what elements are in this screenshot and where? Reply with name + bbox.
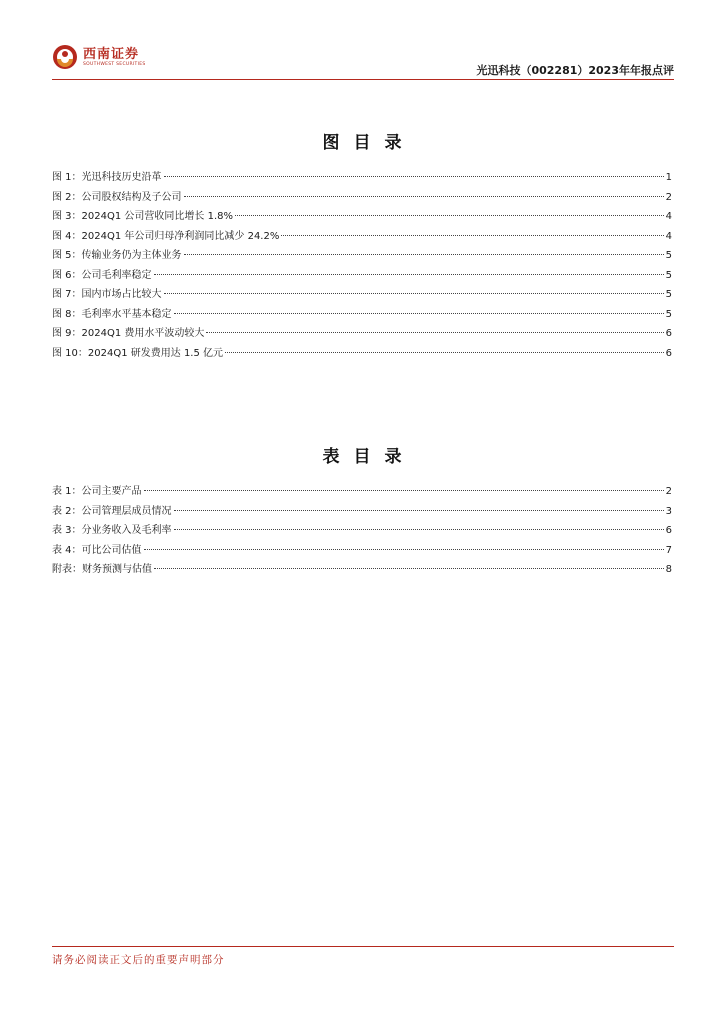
toc-page-number: 5	[665, 289, 672, 300]
figure-toc-entry[interactable]	[52, 285, 672, 305]
toc-dot-leader	[184, 196, 664, 197]
toc-page-number: 5	[665, 308, 672, 320]
toc-page-number: 5	[665, 250, 672, 261]
toc-page-number: 6	[665, 328, 672, 339]
toc-page-number: 6	[665, 347, 672, 359]
figures-toc-title: 图目录	[322, 133, 416, 153]
toc-entry-label: 图 4：2024Q1 年公司归母净利润同比减少 24.2%	[52, 230, 280, 242]
toc-entry-label: 图 3：2024Q1 公司营收同比增长 1.8%	[52, 211, 233, 222]
tables-toc-list	[52, 482, 672, 580]
figure-toc-entry[interactable]	[52, 168, 672, 188]
toc-entry-label: 表 1：公司主要产品	[52, 486, 142, 497]
figure-toc-entry[interactable]	[52, 246, 672, 266]
toc-page-number: 4	[665, 211, 672, 222]
toc-page-number: 2	[665, 486, 672, 497]
figure-toc-entry[interactable]	[52, 227, 672, 247]
toc-entry-label: 表 4：可比公司估值	[52, 544, 142, 556]
logo-text-en: SOUTHWEST SECURITIES	[83, 61, 146, 67]
figure-toc-entry[interactable]	[52, 207, 672, 227]
toc-dot-leader	[144, 490, 664, 491]
figure-toc-entry[interactable]	[52, 305, 672, 325]
logo-mark-icon	[52, 44, 78, 70]
toc-dot-leader	[206, 332, 663, 333]
table-toc-entry[interactable]	[52, 521, 672, 541]
toc-dot-leader	[164, 176, 664, 177]
toc-dot-leader	[174, 313, 664, 314]
toc-page-number: 4	[665, 230, 672, 242]
toc-dot-leader	[174, 510, 664, 511]
figure-toc-entry[interactable]	[52, 344, 672, 364]
toc-page-number: 6	[665, 525, 672, 536]
toc-page-number: 8	[665, 564, 672, 575]
toc-dot-leader	[184, 254, 664, 255]
document-title: 光迅科技（002281）2023年年报点评	[476, 64, 674, 77]
figure-toc-entry[interactable]	[52, 266, 672, 286]
footer-divider	[52, 946, 674, 947]
toc-entry-label: 附表：财务预测与估值	[52, 564, 152, 575]
figures-toc-list	[52, 168, 672, 363]
page-header	[52, 40, 674, 82]
toc-entry-label: 图 8：毛利率水平基本稳定	[52, 308, 172, 320]
table-toc-entry[interactable]	[52, 560, 672, 580]
toc-page-number: 3	[665, 505, 672, 517]
figure-toc-entry[interactable]	[52, 188, 672, 208]
toc-dot-leader	[154, 568, 664, 569]
toc-dot-leader	[235, 215, 664, 216]
figure-toc-entry[interactable]	[52, 324, 672, 344]
toc-dot-leader	[154, 274, 664, 275]
toc-dot-leader	[174, 529, 664, 530]
logo-text-cn: 西南证券	[83, 46, 140, 62]
table-toc-entry[interactable]	[52, 541, 672, 561]
toc-entry-label: 图 10：2024Q1 研发费用达 1.5 亿元	[52, 347, 224, 359]
disclaimer-note: 请务必阅读正文后的重要声明部分	[52, 954, 225, 966]
tables-toc-title: 表目录	[322, 447, 416, 467]
toc-entry-label: 图 1：光迅科技历史沿革	[52, 172, 162, 183]
toc-page-number: 2	[665, 191, 672, 203]
toc-entry-label: 表 3：分业务收入及毛利率	[52, 525, 172, 536]
toc-page-number: 5	[665, 269, 672, 281]
toc-entry-label: 图 2：公司股权结构及子公司	[52, 191, 182, 203]
toc-dot-leader	[281, 235, 663, 236]
toc-entry-label: 图 5：传输业务仍为主体业务	[52, 250, 182, 261]
toc-page-number: 1	[665, 172, 672, 183]
company-logo	[52, 44, 146, 70]
header-divider	[52, 79, 674, 80]
toc-dot-leader	[144, 549, 664, 550]
table-toc-entry[interactable]	[52, 502, 672, 522]
toc-page-number: 7	[665, 544, 672, 556]
toc-dot-leader	[164, 293, 664, 294]
toc-entry-label: 图 7：国内市场占比较大	[52, 289, 162, 300]
toc-dot-leader	[225, 352, 664, 353]
toc-entry-label: 图 6：公司毛利率稳定	[52, 269, 152, 281]
table-toc-entry[interactable]	[52, 482, 672, 502]
toc-entry-label: 图 9：2024Q1 费用水平波动较大	[52, 328, 205, 339]
toc-entry-label: 表 2：公司管理层成员情况	[52, 505, 172, 517]
